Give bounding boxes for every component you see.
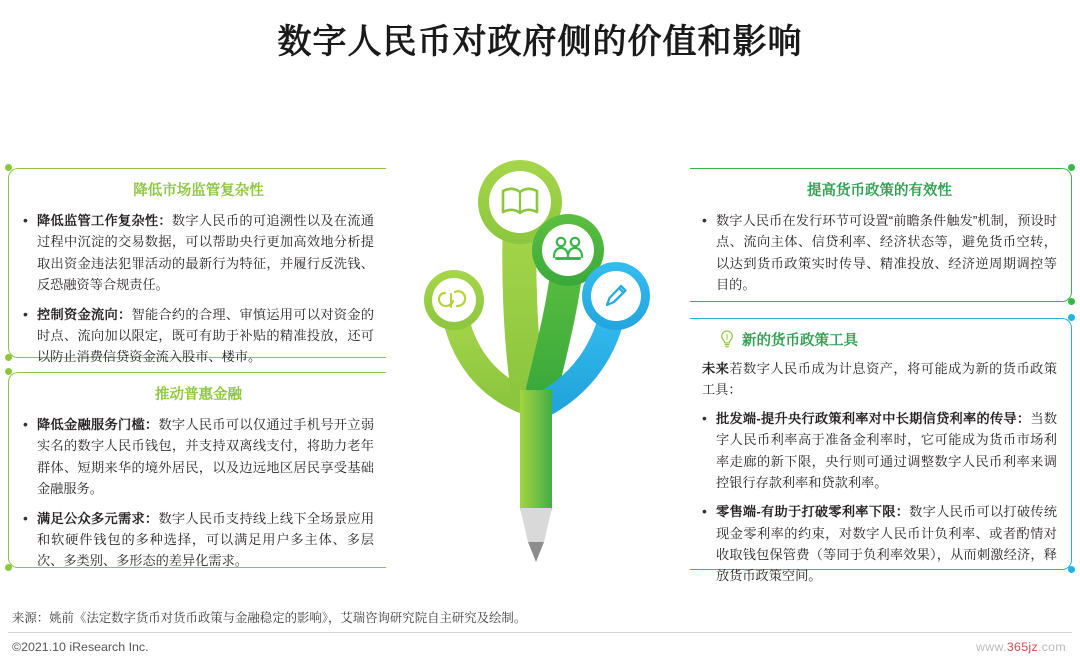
item-text: 数字人民币的可追溯性以及在流通过程中沉淀的交易数据，可以帮助央行更加高效地分析提取出资金违法犯罪活动的最新行为特征，并履行反洗钱、反恐融资等合规责任。 (37, 213, 374, 293)
source-note: 来源：姚前《法定数字货币对货币政策与金融稳定的影响》，艾瑞咨询研究院自主研究及绘制。 (12, 611, 527, 625)
panel-bottom-left-list (23, 414, 374, 572)
panel-bottom-right-end-dot (1068, 566, 1075, 573)
panel-top-right-start-dot (1068, 164, 1075, 171)
list-item (702, 501, 1057, 587)
panel-bottom-right-head-row (702, 329, 1057, 350)
panel-bottom-right-start-dot (1068, 314, 1075, 321)
list-item (23, 304, 374, 368)
panel-bottom-right-heading: 新的货币政策工具 (742, 333, 858, 349)
item-text: 数字人民币支持线上线下全场景应用和软硬件钱包的多种选择，可以满足用户多主体、多层次、多类别、多形态的差异化需求。 (37, 510, 375, 569)
panel-bottom-left-end-dot (5, 564, 12, 571)
list-item (702, 210, 1057, 296)
panel-top-left-heading: 降低市场监管复杂性 (133, 183, 264, 199)
item-lead: 降低监管工作复杂性： (37, 213, 172, 228)
watermark-prefix: www. (976, 640, 1007, 654)
list-item (23, 508, 374, 572)
item-text: 数字人民币在发行环节可设置“前瞻条件触发”机制，预设时点、流向主体、信贷利率、经济状态等，避免货币空转，以达到货币政策实时传导、精准投放、经济逆周期调控等目的。 (716, 213, 1057, 293)
lightbulb-icon (718, 330, 736, 350)
item-lead: 批发端-提升央行政策利率对中长期信贷利率的传导： (716, 410, 1031, 426)
item-lead: 满足公众多元需求： (37, 510, 159, 526)
list-item (702, 408, 1057, 494)
panel-bottom-left (8, 372, 386, 568)
item-lead: 控制资金流向： (37, 306, 132, 322)
item-lead: 零售端-有助于打破零利率下限： (716, 504, 910, 520)
item-text: 数字人民币可以打破传统现金零利率的约束，对数字人民币计负利率、或者酌情对收取钱包保管费（等同于负利率效果），从而刺激经济，释放货币政策空间。 (716, 504, 1058, 584)
footer-divider (8, 632, 1072, 633)
intro-lead: 未来 (702, 361, 730, 376)
panel-top-right-list (702, 210, 1057, 296)
watermark-suffix: .com (1037, 640, 1066, 654)
panel-top-left-list (23, 210, 374, 368)
panel-bottom-right-intro (702, 358, 1057, 401)
panel-bottom-right-list (702, 408, 1057, 587)
list-item (23, 414, 374, 500)
panel-top-right-heading: 提高货币政策的有效性 (807, 183, 952, 199)
item-text: 当数字人民币利率高于准备金利率时，它可能成为货币市场利率走廊的新下限，央行则可通过调整数字人民币利率来调控银行存款利率和贷款利率。 (716, 410, 1058, 490)
panel-bottom-left-start-dot (5, 368, 12, 375)
panel-bottom-left-heading: 推动普惠金融 (155, 387, 242, 403)
item-text: 数字人民币可以仅通过手机号开立弱实名的数字人民币钱包，并支持双离线支付，将助力老年群体、短期来华的境外居民，以及边远地区居民享受基础金融服务。 (37, 417, 375, 497)
panel-top-left-start-dot (5, 164, 12, 171)
item-lead: 降低金融服务门槛： (37, 417, 159, 432)
item-text: 智能合约的合理、审慎运用可以对资金的时点、流向加以限定，既可有助于补贴的精准投放，还可以防止消费信贷资金流入股市、楼市。 (37, 306, 375, 365)
panel-top-right-end-dot (1068, 298, 1075, 305)
tree-illustration (392, 150, 682, 580)
panel-bottom-right (690, 318, 1072, 584)
panel-top-left (8, 168, 386, 365)
watermark (976, 640, 1066, 654)
page-title: 数字人民币对政府侧的价值和影响 (277, 23, 803, 61)
copyright-note: ©2021.10 iResearch Inc. (12, 640, 149, 654)
intro-text: 若数字人民币成为计息资产，将可能成为新的货币政策工具： (702, 361, 1058, 398)
tree-graphic (392, 150, 682, 580)
panel-top-right (690, 168, 1072, 302)
panel-top-left-end-dot (5, 354, 12, 361)
watermark-mid: 365jz (1006, 640, 1038, 654)
list-item (23, 210, 374, 296)
